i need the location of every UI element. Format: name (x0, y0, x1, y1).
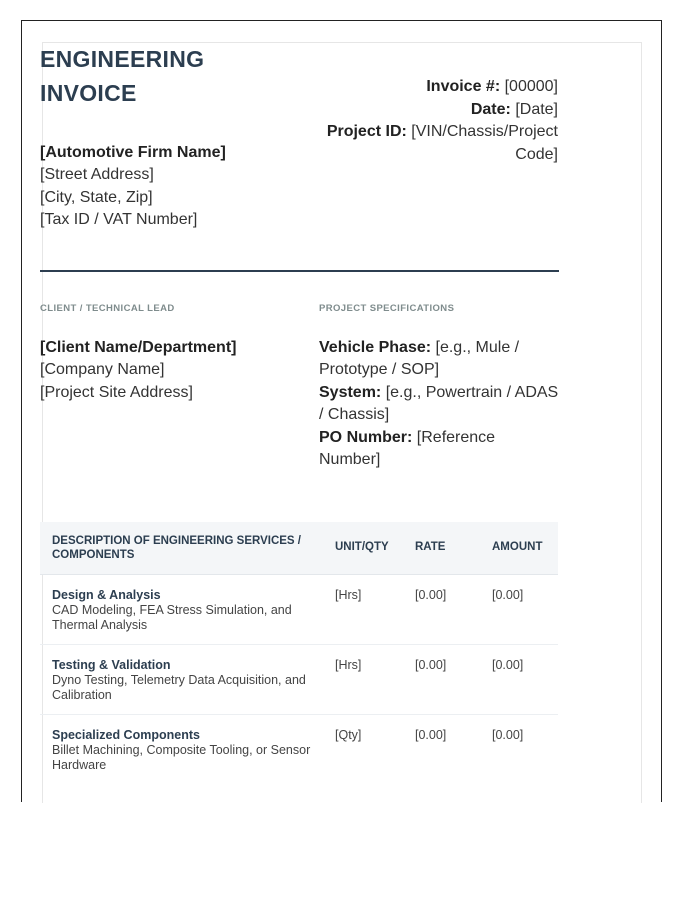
row-qty: [Qty] (335, 728, 362, 742)
row-detail: Billet Machining, Composite Tooling, or Sensor Hardware (52, 743, 311, 772)
firm-city: [City, State, Zip] (40, 188, 153, 206)
row-amount: [0.00] (492, 588, 524, 602)
row-rate: [0.00] (415, 588, 447, 602)
header-qty: UNIT/QTY (335, 541, 389, 553)
row-description (52, 728, 314, 773)
table-header (40, 522, 558, 575)
firm-street: [Street Address] (40, 166, 154, 184)
row-detail: Dyno Testing, Telemetry Data Acquisition, and Calibration (52, 673, 306, 702)
header-description: DESCRIPTION OF ENGINEERING SERVICES / COMPONENTS (52, 535, 301, 561)
row-rate: [0.00] (415, 728, 447, 742)
firm-address-block (40, 142, 226, 231)
row-title: Testing & Validation (52, 658, 171, 672)
firm-name: [Automotive Firm Name] (40, 144, 226, 161)
project-id-label: Project ID: (326, 123, 407, 140)
po-number-line (319, 427, 559, 472)
row-amount: [0.00] (492, 658, 524, 672)
system-label: System: (319, 383, 382, 401)
invoice-date-line (318, 99, 558, 122)
row-rate: [0.00] (415, 658, 447, 672)
client-details (40, 337, 290, 404)
client-heading: CLIENT / TECHNICAL LEAD (40, 303, 175, 314)
system-value: [e.g., Powertrain / ADAS / Chassis] (319, 383, 559, 424)
firm-tax-id: [Tax ID / VAT Number] (40, 210, 198, 228)
specs-details (319, 337, 559, 471)
invoice-number-line (318, 76, 558, 99)
project-id-line (318, 121, 558, 166)
table-row (40, 645, 558, 715)
vehicle-phase-value: [e.g., Mule / Prototype / SOP] (319, 339, 520, 379)
table-row (40, 715, 558, 785)
client-section (40, 303, 290, 404)
specs-heading: PROJECT SPECIFICATIONS (319, 303, 455, 314)
client-company: [Company Name] (40, 361, 165, 379)
row-qty: [Hrs] (335, 588, 362, 602)
project-id-value: [VIN/Chassis/Project Code] (411, 123, 558, 163)
po-number-label: PO Number: (319, 428, 413, 446)
row-detail: CAD Modeling, FEA Stress Simulation, and Thermal Analysis (52, 603, 292, 632)
po-number-value: [Reference Number] (319, 428, 496, 469)
vehicle-phase-label: Vehicle Phase: (319, 339, 432, 356)
invoice-date-value: [Date] (515, 100, 558, 118)
invoice-title: ENGINEERING INVOICE (40, 46, 205, 106)
services-table (40, 522, 558, 785)
client-address: [Project Site Address] (40, 383, 193, 401)
row-description (52, 588, 314, 633)
client-name: [Client Name/Department] (40, 339, 237, 356)
invoice-meta (318, 76, 558, 166)
invoice-date-label: Date: (470, 100, 511, 118)
header-amount: AMOUNT (492, 541, 543, 553)
specs-section (319, 303, 559, 471)
invoice-number-label: Invoice #: (426, 78, 501, 95)
header-rate: RATE (415, 541, 446, 553)
row-qty: [Hrs] (335, 658, 362, 672)
system-line (319, 382, 559, 427)
header-divider (40, 270, 559, 272)
invoice-number-value: [00000] (504, 78, 558, 95)
vehicle-phase-line (319, 337, 559, 382)
table-row (40, 575, 558, 645)
row-title: Design & Analysis (52, 588, 161, 602)
row-amount: [0.00] (492, 728, 524, 742)
row-description (52, 658, 314, 703)
row-title: Specialized Components (52, 728, 200, 742)
